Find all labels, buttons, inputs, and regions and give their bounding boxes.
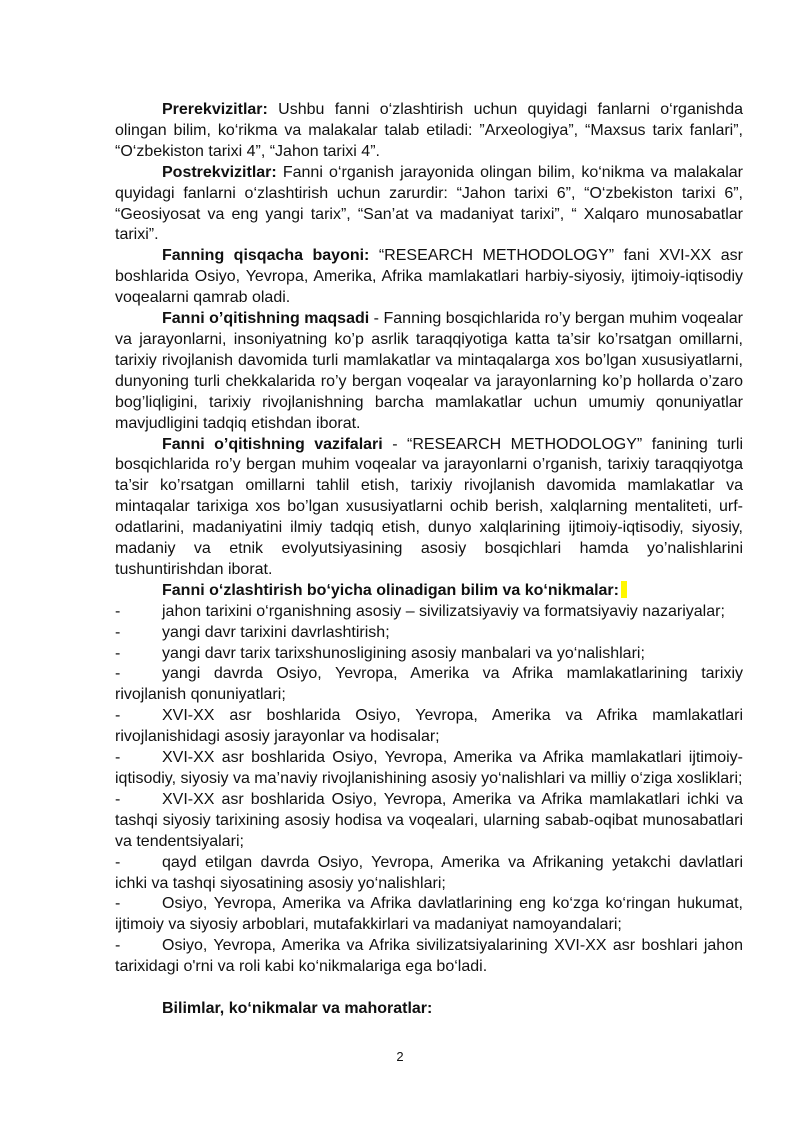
summary-label: Fanning qisqacha bayoni:	[162, 247, 370, 265]
summary-paragraph	[115, 246, 743, 309]
list-dash: -	[115, 853, 121, 871]
summary-text: “RESEARCH METHODOLOGY” fani XVI-XX asr boshlarida Osiyo, Yevropa, Amerika, Afrika mamlakatlari harbiy-siyosiy, ijtimoiy-iqtisodiy voqealarni qamrab oladi.	[115, 247, 743, 307]
list-item	[115, 706, 743, 748]
list-item	[115, 853, 743, 895]
list-dash: -	[115, 665, 121, 683]
prerequisites-text: Ushbu fanni o‘zlashtirish uchun quyidagi fanlarni o‘rganishda olingan bilim, ko‘rikma va malakalar talab etiladi: ”Arxeologiya”, “Maxsus tarix fanlari”, “O‘zbekiston tarixi 4”, “Jahon tarixi 4”.	[115, 101, 743, 160]
postrequisites-text: Fanni o‘rganish jarayonida olingan bilim, ko‘nikma va malakalar quyidagi fanlarni o‘zlashtirish uchun zarurdir: “Jahon tarixi 6”, “O‘zbekiston tarixi 6”, “Geosiyosat va eng yangi tarix”, “San’at va madaniyat tarixi”, “ Xalqaro munosabatlar tarixi”.	[115, 163, 743, 244]
list-dash: -	[115, 602, 121, 620]
list-item-text: Osiyo, Yevropa, Amerika va Afrika davlatlarining eng ko‘zga ko‘ringan hukumat, ijtimoiy va siyosiy arboblari, mutafakkirlari va madaniyat namoyandalari;	[115, 895, 743, 934]
list-item-text: yangi davrda Osiyo, Yevropa, Amerika va Afrika mamlakatlarining tarixiy rivojlanish qonuniyatlari;	[115, 665, 743, 704]
list-item-text: XVI-XX asr boshlarida Osiyo, Yevropa, Amerika va Afrika mamlakatlari rivojlanishidagi asosiy jarayonlar va hodisalar;	[115, 707, 743, 746]
list-dash: -	[115, 623, 121, 641]
list-item-text: yangi davr tarix tarixshunosligining asosiy manbalari va yo‘nalishlari;	[162, 644, 645, 662]
page-number: 2	[396, 1049, 404, 1064]
list-item-text: XVI-XX asr boshlarida Osiyo, Yevropa, Amerika va Afrika mamlakatlari ichki va tashqi siyosiy tarixining asosiy hodisa va voqealari, ularning sabab-oqibat munosabatlari va tendentsiyalari;	[115, 790, 743, 850]
skills-heading-text: Fanni o‘zlashtirish bo‘yicha olinadigan bilim va ko‘nikmalar:	[162, 581, 619, 599]
goal-label: Fanni o’qitishning maqsadi	[162, 310, 370, 328]
list-item	[115, 936, 743, 978]
list-item	[115, 623, 743, 644]
list-dash: -	[115, 937, 121, 955]
page-content	[115, 100, 743, 1020]
tasks-paragraph	[115, 435, 743, 581]
highlight-mark	[621, 581, 627, 598]
list-item	[115, 664, 743, 706]
list-item	[115, 644, 743, 665]
postrequisites-label: Postrekvizitlar:	[162, 163, 277, 181]
postrequisites-paragraph	[115, 163, 743, 247]
tasks-text: - “RESEARCH METHODOLOGY” fanining turli bosqichlarida ro’y bergan muhim voqealar va jarayonlarni o’rganish, tarixiy taraqqiyotga ta’sir ko’rsatgan omillarni tahlil etish, tarixiy rivojlanish davomida mamlakatlar va mintaqalar tarixiga xos bo’lgan xususiyatlarni ochib berish, xalqlarning mentaliteti, urf-odatlarini, madaniyatini ilmiy tadqiq etish, dunyo xalqlarining ijtimoiy-iqtisodiy, siyosiy, madaniy va etnik evolyutsiyasining asosiy bosqichlari hamda yo’nalishlarini tushuntirishdan iborat.	[115, 435, 744, 578]
prerequisites-label: Prerekvizitlar:	[162, 101, 268, 118]
list-item-text: XVI-XX asr boshlarida Osiyo, Yevropa, Amerika va Afrika mamlakatlari ijtimoiy-iqtisodiy, siyosiy va ma’naviy rivojlanishining asosiy yo‘nalishlari va milliy o‘ziga xosliklari;	[115, 749, 743, 787]
final-heading: Bilimlar, ko‘nikmalar va mahoratlar:	[162, 1000, 433, 1018]
list-dash: -	[115, 895, 121, 913]
tasks-label: Fanni o’qitishning vazifalari	[162, 435, 383, 453]
skills-heading	[115, 581, 743, 602]
prerequisites-paragraph	[115, 100, 743, 163]
list-item-text: jahon tarixini o‘rganishning asosiy – sivilizatsiyaviy va formatsiyaviy nazariyalar;	[162, 602, 725, 620]
goal-paragraph	[115, 309, 743, 434]
list-dash: -	[115, 644, 121, 662]
blank-line	[115, 978, 743, 999]
list-item-text: yangi davr tarixini davrlashtirish;	[162, 623, 390, 641]
list-dash: -	[115, 749, 121, 767]
list-item	[115, 602, 743, 623]
list-item	[115, 748, 743, 790]
list-item	[115, 790, 743, 853]
list-dash: -	[115, 707, 121, 725]
list-item-text: qayd etilgan davrda Osiyo, Yevropa, Amerika va Afrikaning yetakchi davlatlari ichki va tashqi siyosatining asosiy yo‘nalishlari;	[115, 853, 743, 892]
list-dash: -	[115, 790, 121, 808]
list-item	[115, 894, 743, 936]
list-item-text: Osiyo, Yevropa, Amerika va Afrika sivilizatsiyalarining XVI-XX asr boshlari jahon tarixidagi o'rni va roli kabi ko‘nikmalariga ega bo‘ladi.	[115, 937, 743, 976]
goal-text: - Fanning bosqichlarida ro’y bergan muhim voqealar va jarayonlarni, insoniyatning ko’p asrlik taraqqiyotiga katta ta’sir ko’rsatgan omillarni, tarixiy rivojlanish davomida turli mamlakatlar va mintaqalarga xos bo’lgan xususiyatlarni, dunyoning turli chekkalarida ro’y bergan voqealar va jarayonlarning ko’p hollarda o’zaro bog’liqligini, tarixiy rivojlanishning barcha mamlakatlar uchun umumiy qonuniyatlar mavjudligini tadqiq etishdan iborat.	[115, 310, 744, 432]
